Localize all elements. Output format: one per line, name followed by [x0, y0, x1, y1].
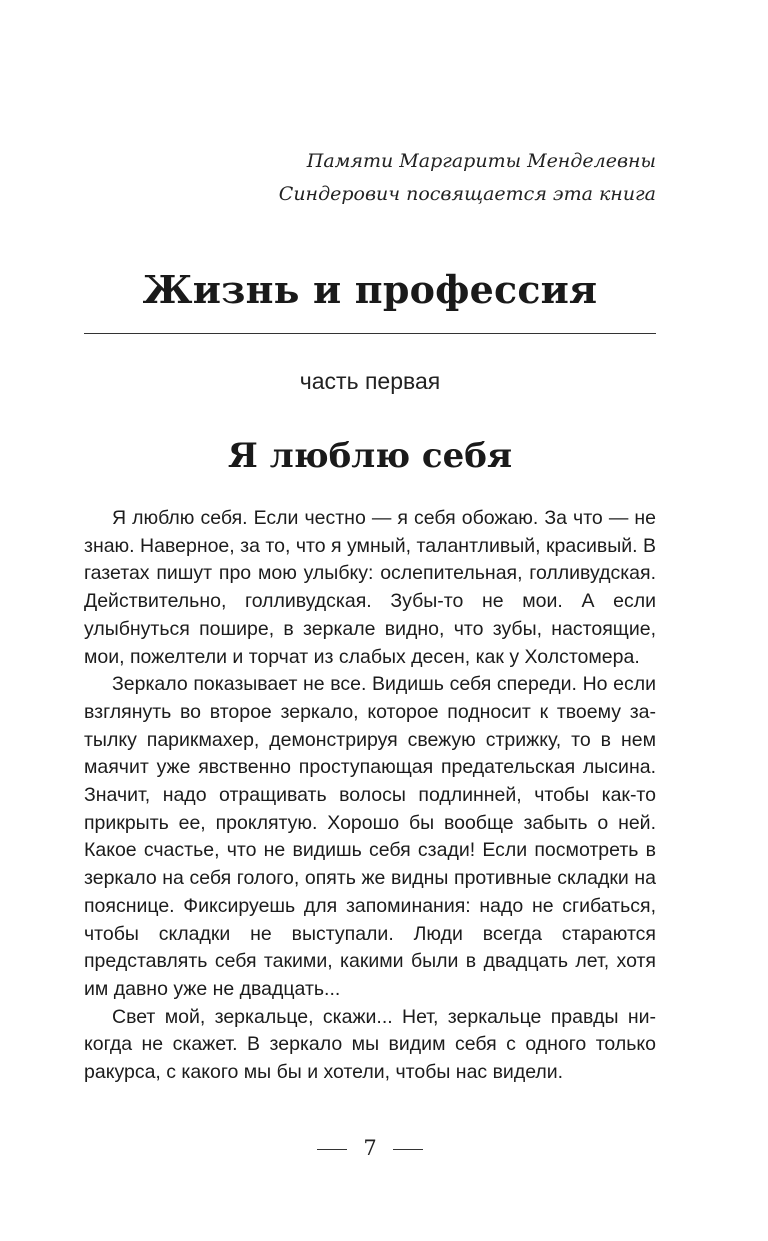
dedication	[196, 145, 656, 211]
paragraph: Я люблю себя. Если честно — я себя обожаю. За что — не знаю. Наверное, за то, что я умный, талантливый, красивый. В газетах пишут про мою улыбку: ослепительная, голливудская. Действительно, голливудская. Зубы-то не мои. А если улыбнуться пошире, в зеркале видно, что зубы, настоящие, мои, пожелтели и торчат из слабых десен, как у Холстомера.	[84, 507, 656, 668]
body-text	[84, 505, 656, 1087]
dedication-line-2: Синдерович посвящается эта книга	[278, 183, 656, 205]
paragraph: Свет мой, зеркальце, скажи... Нет, зеркальце правды никогда не скажет. В зеркало мы видим себя с одного только ракурса, с какого мы бы и хотели, чтобы нас видели.	[84, 1005, 656, 1084]
folio-dash-left	[317, 1149, 347, 1150]
paragraph: Зеркало показывает не все. Видишь себя спереди. Но если взглянуть во второе зеркало, которое подносит к твоему затылку парикмахер, демонстрируя свежую стрижку, то в нем маячит уже явственно проступающая предательская лысина. Значит, надо отращивать волосы подлинней, чтобы как-то прикрыть ее, проклятую. Хорошо бы вообще забыть о ней. Какое счастье, что не видишь себя сзади! Если посмотреть в зеркало на себя голого, опять же видны противные складки на пояснице. Фиксируешь для запоминания: надо не сгибаться, чтобы складки не выступали. Люди всегда стараются представлять себя такими, какими были в двадцать лет, хотя им давно уже не двадцать...	[84, 673, 656, 1000]
page-number: 7	[363, 1136, 377, 1160]
book-title: Жизнь и профессия	[142, 267, 598, 312]
page-footer	[0, 1133, 740, 1163]
part-label: часть первая	[299, 368, 441, 394]
title-divider	[84, 333, 656, 334]
chapter-title: Я люблю себя	[227, 436, 513, 476]
folio-dash-right	[393, 1149, 423, 1150]
dedication-line-1: Памяти Маргариты Менделевны	[306, 150, 656, 172]
